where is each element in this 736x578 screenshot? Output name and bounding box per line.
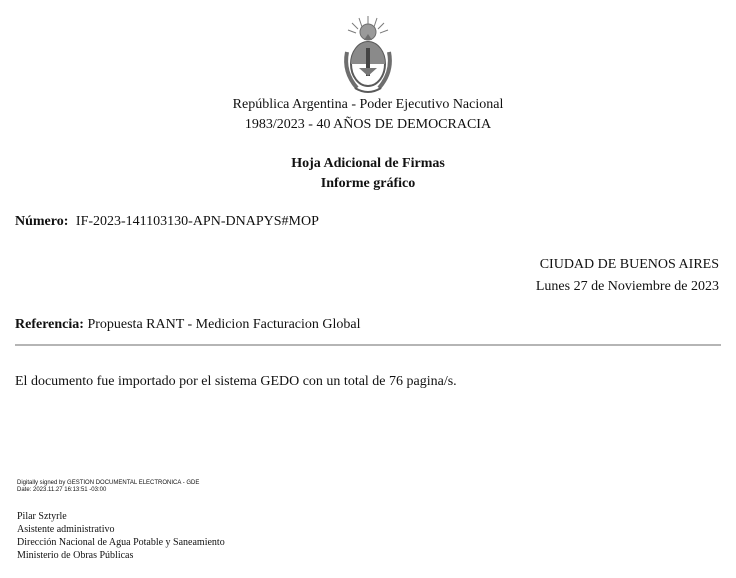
- argentina-emblem-icon: [337, 12, 399, 98]
- numero-field: [15, 214, 319, 230]
- header-line-1: República Argentina - Poder Ejecutivo Nacional: [232, 97, 504, 112]
- document-subtitle: Informe gráfico: [320, 176, 416, 191]
- referencia-field: [15, 317, 361, 333]
- city-text: CIUDAD DE BUENOS AIRES: [539, 257, 719, 272]
- digital-signature-stamp: [17, 480, 199, 494]
- referencia-label: Referencia:: [15, 317, 84, 332]
- signer-role: Asistente administrativo: [17, 524, 115, 535]
- signer-block: [17, 510, 225, 562]
- signer-ministry: Ministerio de Obras Públicas: [17, 550, 134, 561]
- referencia-value: Propuesta RANT - Medicion Facturacion Global: [87, 317, 361, 332]
- numero-value: IF-2023-141103130-APN-DNAPYS#MOP: [75, 214, 319, 229]
- date-text: Lunes 27 de Noviembre de 2023: [535, 279, 719, 294]
- signer-office: Dirección Nacional de Agua Potable y Saneamiento: [17, 537, 225, 548]
- divider: [15, 344, 721, 346]
- header-line-2: 1983/2023 - 40 AÑOS DE DEMOCRACIA: [244, 117, 492, 132]
- signer-name: Pilar Sztyrle: [17, 511, 67, 522]
- body-text: El documento fue importado por el sistema GEDO con un total de 76 pagina/s.: [15, 374, 457, 389]
- document-title: Hoja Adicional de Firmas: [291, 156, 445, 171]
- coat-of-arms-seal: [337, 12, 399, 98]
- digital-signature-date: Date: 2023.11.27 16:13:51 -03:00: [17, 487, 107, 493]
- digital-signature-line-1: Digitally signed by GESTION DOCUMENTAL ELECTRONICA - GDE: [17, 480, 200, 486]
- numero-label: Número:: [15, 214, 69, 229]
